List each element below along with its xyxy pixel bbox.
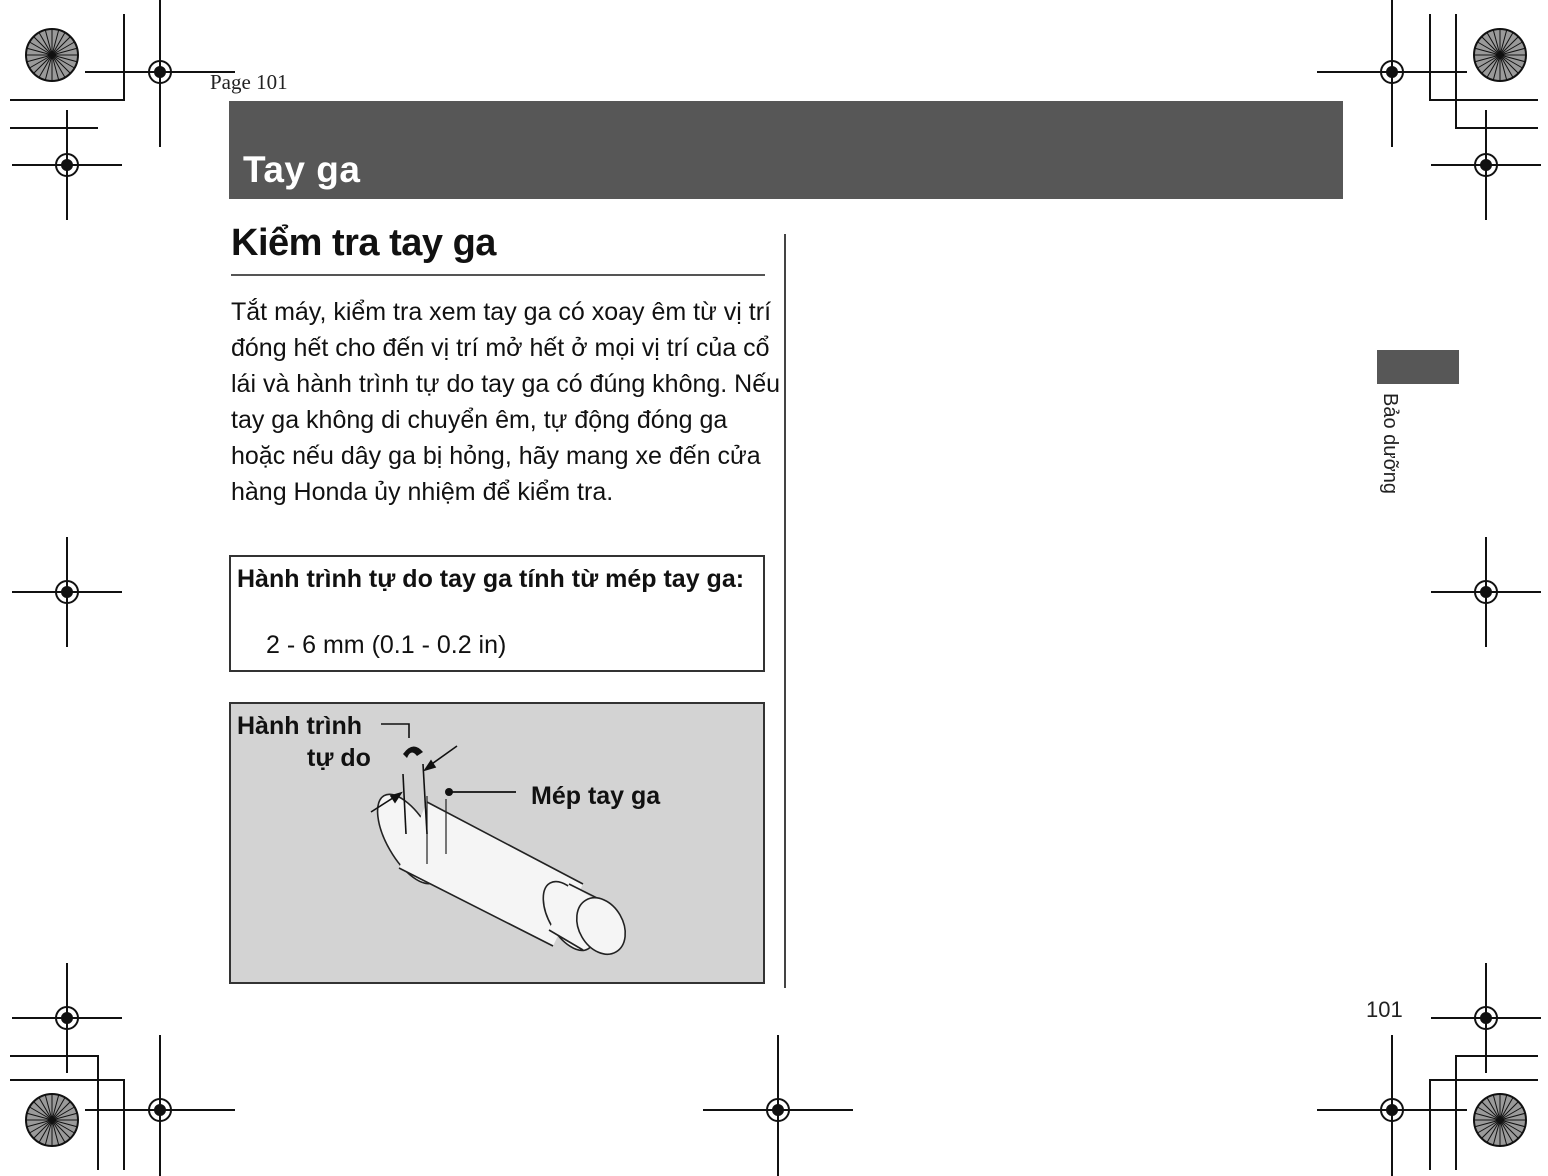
column-divider <box>784 234 786 988</box>
page-number: 101 <box>1366 997 1403 1022</box>
section-body-text: Tắt máy, kiểm tra xem tay ga có xoay êm từ vị trí đóng hết cho đến vị trí mở hết ở mọi vị trí của cổ lái và hành trình tự do tay ga có đúng không. Nếu tay ga không di chuyển êm, tự động đóng ga hoặc nếu dây ga bị hỏng, hãy mang xe đến cửa hàng Honda ủy nhiệm để kiểm tra. <box>231 298 781 506</box>
throttle-grip-figure <box>229 702 765 984</box>
grip-edge-label: Mép tay ga <box>531 782 661 810</box>
heading-divider <box>231 274 765 276</box>
rotation-arrow-icon <box>403 746 423 758</box>
title-bar <box>229 101 1343 199</box>
section-tab <box>1377 350 1459 384</box>
section-tab-label: Bảo dưỡng <box>1379 393 1401 495</box>
page-label: Page 101 <box>210 70 288 94</box>
spec-value: 2 - 6 mm (0.1 - 0.2 in) <box>266 631 507 659</box>
free-play-label-line1: Hành trình <box>237 712 362 740</box>
grip-edge-dot <box>445 788 453 796</box>
free-play-label-line2: tự do <box>307 744 371 772</box>
spec-label: Hành trình tự do tay ga tính từ mép tay ga: <box>237 565 745 593</box>
spec-box <box>229 555 765 672</box>
section-heading: Kiểm tra tay ga <box>231 222 496 264</box>
page-title: Tay ga <box>243 149 361 190</box>
